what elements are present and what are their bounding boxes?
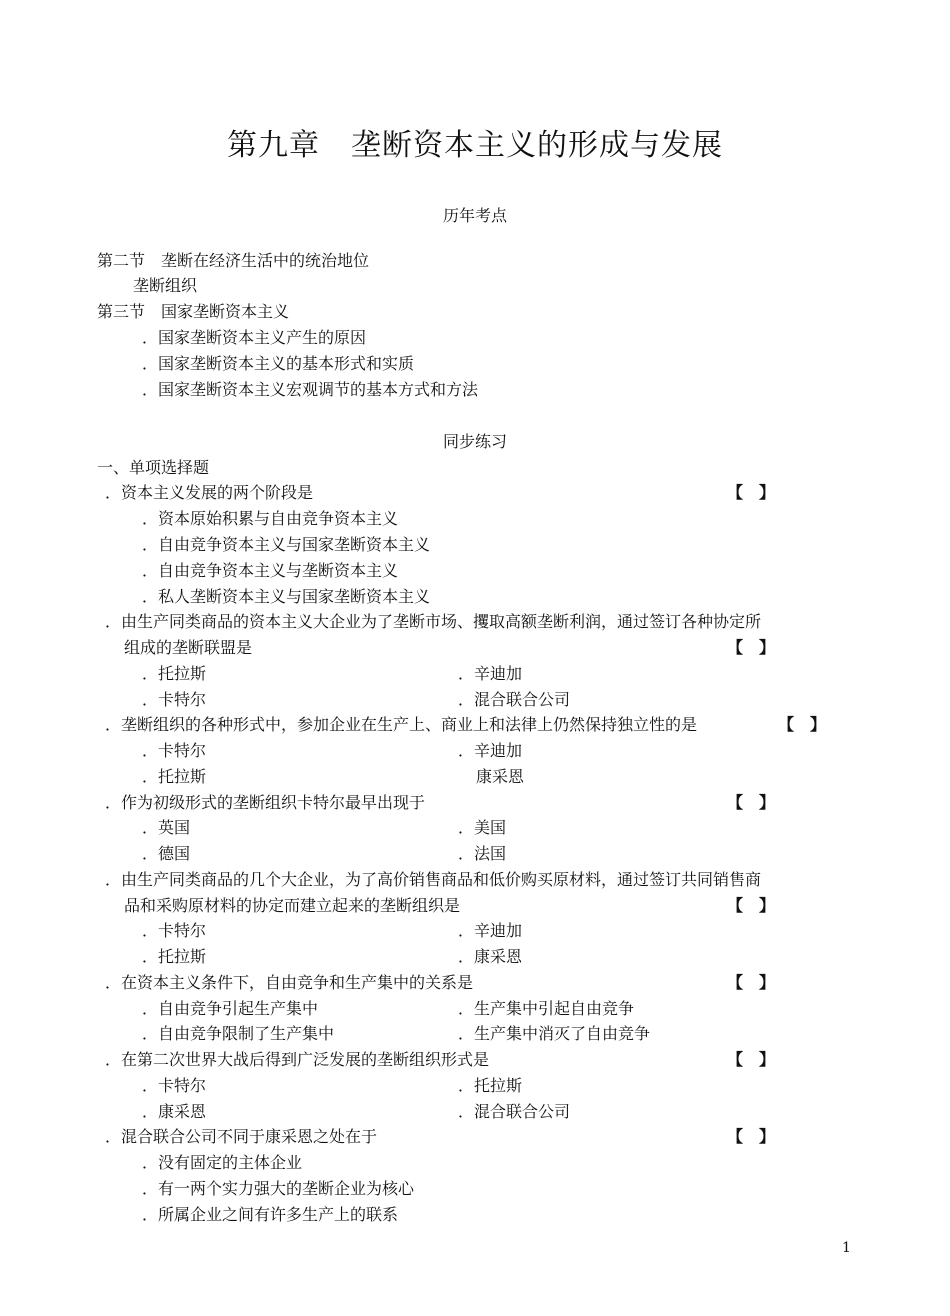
option: ．卡特尔 [142,921,207,940]
answer-bracket: 【 】 [727,896,776,915]
question-stem: ．由生产同类商品的几个大企业，为了高价销售商品和低价购买原材料，通过签订共同销售商 [105,870,762,889]
option: ．卡特尔 [142,690,207,709]
outline-section-2: 第二节 垄断在经济生活中的统治地位 [97,251,370,270]
option: ．辛迪加 [458,921,523,940]
chapter-title: 第九章 垄断资本主义的形成与发展 [227,128,723,163]
option: ．法国 [458,844,507,863]
option: ．混合联合公司 [458,1102,571,1121]
part-heading: 一、单项选择题 [97,458,210,477]
page-number: 1 [842,1240,851,1256]
option: ．没有固定的主体企业 [142,1153,303,1172]
option: ．辛迪加 [458,741,523,760]
question-stem: ．在第二次世界大战后得到广泛发展的垄断组织形式是 [105,1050,490,1069]
answer-bracket: 【 】 [727,973,776,992]
option: ．有一两个实力强大的垄断企业为核心 [142,1179,415,1198]
outline-section-3: 第三节 国家垄断资本主义 [97,302,290,321]
option: ．所属企业之间有许多生产上的联系 [142,1205,399,1224]
option: ．自由竞争资本主义与国家垄断资本主义 [142,535,431,554]
question-stem-continued: 品和采购原材料的协定而建立起来的垄断组织是 [124,896,461,915]
option: ．私人垄断资本主义与国家垄断资本主义 [142,587,431,606]
option: ．美国 [458,818,507,837]
option: ．卡特尔 [142,741,207,760]
outline-item: ．国家垄断资本主义产生的原因 [142,328,367,347]
option: ．英国 [142,818,191,837]
option: ．混合联合公司 [458,690,571,709]
option: ．康采恩 [458,947,523,966]
option: ．自由竞争限制了生产集中 [142,1024,335,1043]
option: ．自由竞争资本主义与垄断资本主义 [142,561,399,580]
option: ．生产集中引起自由竞争 [458,999,635,1018]
option: ．辛迪加 [458,664,523,683]
option: ．托拉斯 [142,767,207,786]
section-heading-past-exam-points: 历年考点 [442,206,507,225]
question-stem: ．由生产同类商品的资本主义大企业为了垄断市场、攫取高额垄断利润，通过签订各种协定所 [105,612,762,631]
option: ．托拉斯 [142,664,207,683]
option: ．康采恩 [142,1102,207,1121]
answer-bracket: 【 】 [727,793,776,812]
option: ．卡特尔 [142,1076,207,1095]
question-stem: ．资本主义发展的两个阶段是 [105,483,314,502]
option: ．托拉斯 [142,947,207,966]
option: 康采恩 [476,767,525,786]
option: ．资本原始积累与自由竞争资本主义 [142,509,399,528]
answer-bracket: 【 】 [727,1050,776,1069]
outline-item: ．国家垄断资本主义的基本形式和实质 [142,354,415,373]
question-stem: ．混合联合公司不同于康采恩之处在于 [105,1127,378,1146]
outline-item: ．国家垄断资本主义宏观调节的基本方式和方法 [142,380,479,399]
answer-bracket: 【 】 [727,1127,776,1146]
question-stem: ．作为初级形式的垄断组织卡特尔最早出现于 [105,793,426,812]
answer-bracket: 【 】 [727,483,776,502]
section-heading-practice: 同步练习 [442,432,507,451]
outline-item: 垄断组织 [133,276,198,295]
question-stem: ．在资本主义条件下，自由竞争和生产集中的关系是 [105,973,474,992]
option: ．托拉斯 [458,1076,523,1095]
question-stem: ．垄断组织的各种形式中，参加企业在生产上、商业上和法律上仍然保持独立性的是 [105,715,698,734]
option: ．德国 [142,844,191,863]
option: ．自由竞争引起生产集中 [142,999,319,1018]
option: ．生产集中消灭了自由竞争 [458,1024,651,1043]
question-stem-continued: 组成的垄断联盟是 [124,638,253,657]
answer-bracket: 【 】 [778,715,827,734]
answer-bracket: 【 】 [727,638,776,657]
